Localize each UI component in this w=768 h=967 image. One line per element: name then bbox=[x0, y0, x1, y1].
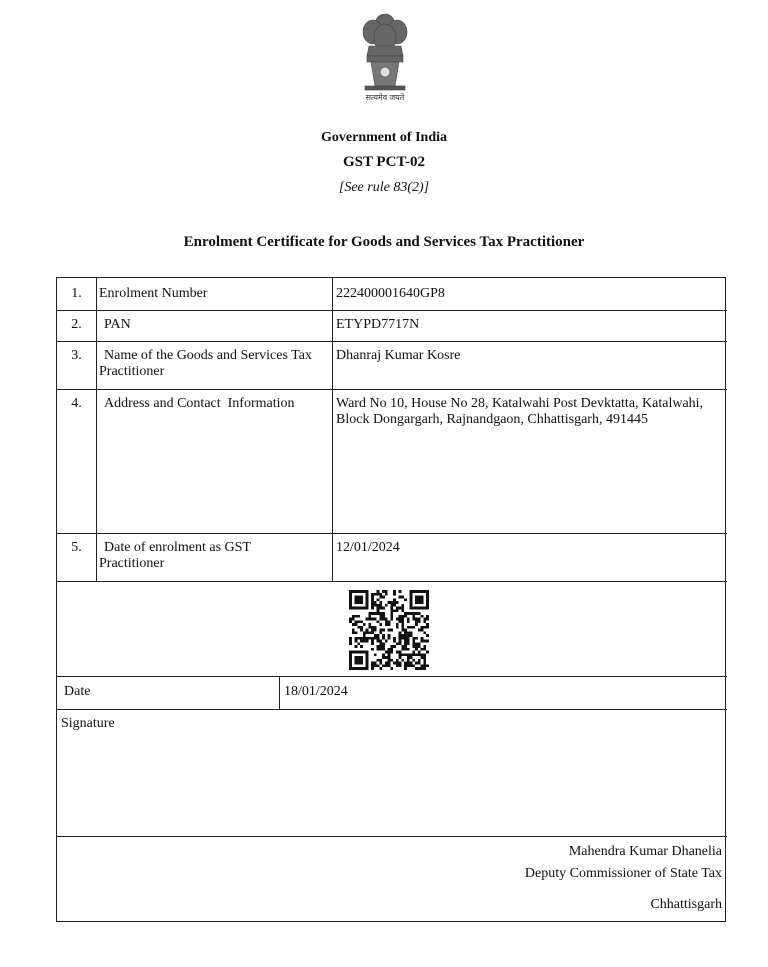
row-number: 2. bbox=[71, 317, 82, 332]
row-number: 3. bbox=[71, 348, 82, 363]
enrolment-date-label: Date of enrolment as GST Practitioner bbox=[99, 540, 251, 571]
enrolment-number-label: Enrolment Number bbox=[99, 286, 208, 301]
enrolment-date-value: 12/01/2024 bbox=[336, 540, 400, 555]
national-emblem-icon bbox=[355, 12, 415, 92]
address-label: Address and Contact Information bbox=[104, 396, 295, 411]
address-value: Ward No 10, House No 28, Katalwahi Post Devktatta, Katalwahi, Block Dongargarh, Rajnandgaon, Chhattisgarh, 491445 bbox=[336, 396, 704, 427]
signatory-name: Mahendra Kumar Dhanelia bbox=[568, 844, 722, 859]
emblem-motto: सत्यमेव जयते bbox=[365, 93, 405, 102]
rule-reference: [See rule 83(2)] bbox=[338, 180, 430, 195]
row-number: 4. bbox=[71, 396, 82, 411]
practitioner-name-label: Name of the Goods and Services Tax Practitioner bbox=[99, 348, 312, 379]
row-number: 1. bbox=[71, 286, 82, 301]
date-value: 18/01/2024 bbox=[284, 684, 348, 699]
practitioner-name-value: Dhanraj Kumar Kosre bbox=[336, 348, 461, 363]
signatory-designation: Deputy Commissioner of State Tax bbox=[524, 866, 722, 881]
qr-code bbox=[349, 590, 429, 670]
certificate-table bbox=[56, 277, 726, 922]
form-number: GST PCT-02 bbox=[342, 154, 426, 170]
government-heading: Government of India bbox=[321, 130, 447, 145]
signatory-state: Chhattisgarh bbox=[650, 897, 722, 912]
signature-label: Signature bbox=[61, 716, 115, 731]
row-number: 5. bbox=[71, 540, 82, 555]
certificate-title: Enrolment Certificate for Goods and Services Tax Practitioner bbox=[183, 234, 585, 250]
enrolment-number-value: 222400001640GP8 bbox=[336, 286, 445, 301]
date-label: Date bbox=[64, 684, 91, 699]
pan-label: PAN bbox=[104, 317, 131, 332]
pan-value: ETYPD7717N bbox=[336, 317, 420, 332]
